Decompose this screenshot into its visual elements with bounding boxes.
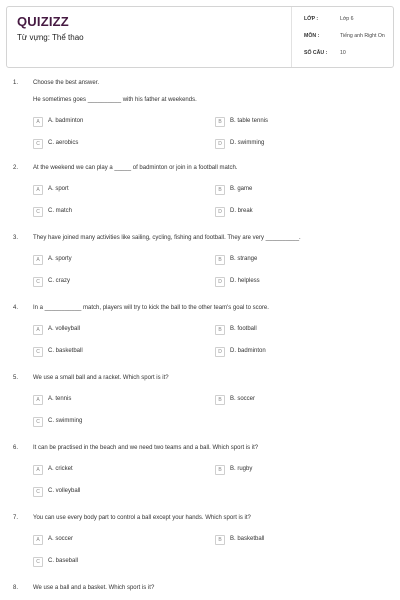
- option-letter-box[interactable]: B: [215, 117, 225, 127]
- option-letter-box[interactable]: D: [215, 277, 225, 287]
- meta-value: 10: [340, 50, 346, 56]
- meta-value: Tiếng anh Right On: [340, 33, 385, 39]
- option-letter-box[interactable]: C: [33, 277, 43, 287]
- option-text: C. swimming: [48, 418, 83, 424]
- option-letter-box[interactable]: A: [33, 325, 43, 335]
- question-text: Choose the best answer.: [33, 80, 100, 86]
- option-letter-box[interactable]: A: [33, 465, 43, 475]
- option-letter-box[interactable]: A: [33, 535, 43, 545]
- question-text: It can be practised in the beach and we need two teams and a ball. Which sport is it?: [33, 445, 259, 451]
- option-text: C. basketball: [48, 348, 83, 354]
- option-text: B. table tennis: [230, 118, 269, 124]
- option-letter-box[interactable]: D: [215, 347, 225, 357]
- meta-panel: [291, 7, 395, 67]
- worksheet-title: Từ vựng: Thể thao: [17, 33, 84, 42]
- option-letter-box[interactable]: B: [215, 255, 225, 265]
- meta-row-count: [292, 45, 396, 61]
- quizizz-logo: QUIZIZZ: [17, 14, 69, 29]
- option-text: B. football: [230, 326, 257, 332]
- meta-key: LỚP :: [304, 16, 319, 22]
- option-text: B. basketball: [230, 536, 265, 542]
- option-letter-box[interactable]: A: [33, 185, 43, 195]
- option-letter-box[interactable]: C: [33, 207, 43, 217]
- option-text: B. rugby: [230, 466, 253, 472]
- question-number: 1.: [13, 80, 19, 86]
- option-text: B. game: [230, 186, 253, 192]
- question-number: 6.: [13, 445, 19, 451]
- meta-key: MÔN :: [304, 33, 320, 39]
- option-text: A. sporty: [48, 256, 72, 262]
- option-letter-box[interactable]: B: [215, 325, 225, 335]
- option-text: C. baseball: [48, 558, 79, 564]
- option-text: B. soccer: [230, 396, 256, 402]
- option-letter-box[interactable]: D: [215, 139, 225, 149]
- option-letter-box[interactable]: C: [33, 487, 43, 497]
- option-text: C. aerobics: [48, 140, 79, 146]
- option-text: C. volleyball: [48, 488, 81, 494]
- option-letter-box[interactable]: B: [215, 185, 225, 195]
- option-letter-box[interactable]: C: [33, 557, 43, 567]
- option-text: A. sport: [48, 186, 69, 192]
- option-letter-box[interactable]: D: [215, 207, 225, 217]
- option-letter-box[interactable]: C: [33, 139, 43, 149]
- option-text: D. helpless: [230, 278, 260, 284]
- question-text: We use a small ball and a racket. Which sport is it?: [33, 375, 169, 381]
- option-text: B. strange: [230, 256, 258, 262]
- option-letter-box[interactable]: B: [215, 395, 225, 405]
- option-letter-box[interactable]: C: [33, 347, 43, 357]
- question-text: We use a ball and a basket. Which sport is it?: [33, 585, 155, 591]
- question-number: 3.: [13, 235, 19, 241]
- question-number: 8.: [13, 585, 19, 591]
- question-text: At the weekend we can play a _____ of badminton or join in a football match.: [33, 165, 238, 171]
- option-text: A. badminton: [48, 118, 84, 124]
- question-number: 2.: [13, 165, 19, 171]
- option-text: C. match: [48, 208, 73, 214]
- question-text: They have joined many activities like sailing, cycling, fishing and football. They are very __________.: [33, 235, 301, 241]
- question-text: You can use every body part to control a ball except your hands. Which sport is it?: [33, 515, 251, 521]
- question-text: He sometimes goes __________ with his father at weekends.: [33, 97, 197, 103]
- option-text: A. soccer: [48, 536, 74, 542]
- option-text: D. break: [230, 208, 253, 214]
- option-letter-box[interactable]: B: [215, 535, 225, 545]
- meta-key: SỐ CÂU :: [304, 50, 328, 56]
- worksheet-header: [6, 6, 394, 68]
- meta-value: Lớp 6: [340, 16, 354, 22]
- option-text: D. badminton: [230, 348, 266, 354]
- meta-row-subject: [292, 28, 396, 44]
- option-letter-box[interactable]: A: [33, 117, 43, 127]
- option-text: C. crazy: [48, 278, 71, 284]
- option-text: A. tennis: [48, 396, 72, 402]
- option-text: D. swimming: [230, 140, 265, 146]
- meta-row-grade: [292, 11, 396, 27]
- question-number: 5.: [13, 375, 19, 381]
- option-letter-box[interactable]: A: [33, 255, 43, 265]
- question-number: 7.: [13, 515, 19, 521]
- option-text: A. cricket: [48, 466, 73, 472]
- question-text: In a ___________ match, players will try to kick the ball to the other team's goal to score.: [33, 305, 269, 311]
- question-number: 4.: [13, 305, 19, 311]
- option-letter-box[interactable]: C: [33, 417, 43, 427]
- option-letter-box[interactable]: B: [215, 465, 225, 475]
- option-letter-box[interactable]: A: [33, 395, 43, 405]
- option-text: A. volleyball: [48, 326, 81, 332]
